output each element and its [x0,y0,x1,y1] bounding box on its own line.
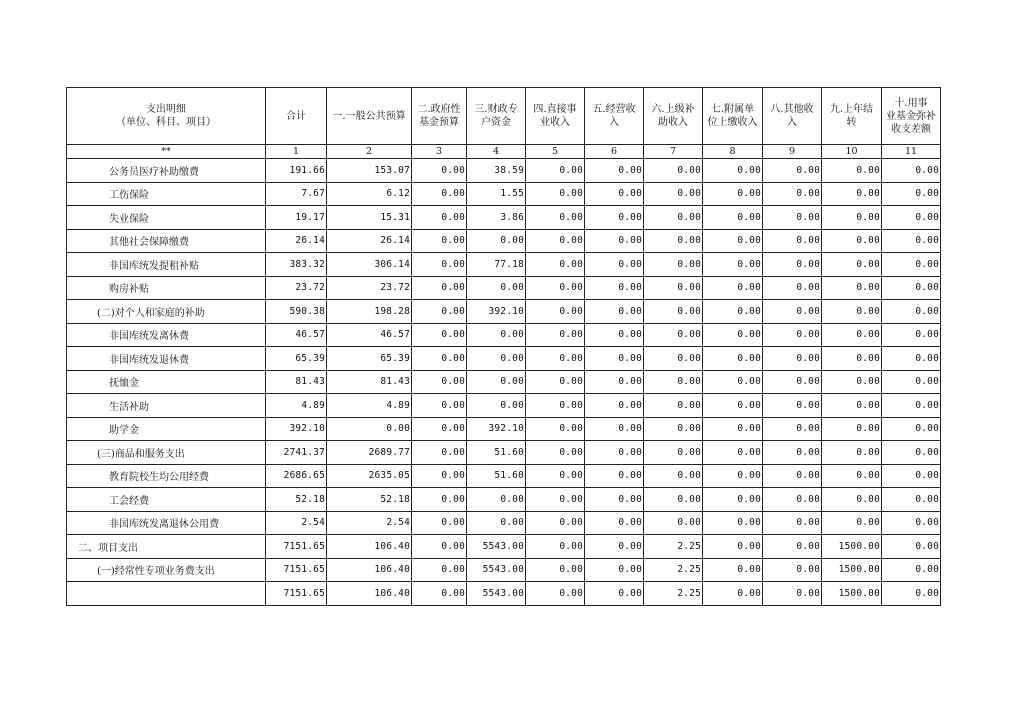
value-cell: 0.00 [585,276,644,300]
value-cell: 0.00 [585,347,644,371]
value-cell: 0.00 [585,323,644,347]
value-cell: 0.00 [585,441,644,465]
value-cell: 52.18 [327,488,412,512]
value-cell: 0.00 [763,558,822,582]
value-cell: 5543.00 [467,558,526,582]
value-cell: 0.00 [526,206,585,230]
row-label: (三)商品和服务支出 [67,441,266,465]
column-index-cell: 8 [703,145,763,159]
column-header-line: 二.政府性 [417,104,461,115]
value-cell: 0.00 [882,394,941,418]
value-cell: 0.00 [882,535,941,559]
value-cell: 0.00 [585,300,644,324]
value-cell: 0.00 [703,582,763,606]
column-header [822,88,882,145]
row-label: 二、项目支出 [67,535,266,559]
table-row [67,488,941,512]
value-cell: 0.00 [822,229,882,253]
table-row [67,582,941,606]
column-header [266,88,327,145]
value-cell: 0.00 [412,159,467,183]
value-cell: 0.00 [526,511,585,535]
value-cell: 0.00 [644,488,703,512]
column-header-line: 十.用事 [894,97,928,109]
value-cell: 0.00 [644,206,703,230]
row-label: 失业保险 [67,206,266,230]
value-cell: 0.00 [703,159,763,183]
table-header [67,88,941,145]
column-header-line: 七.附属单 [710,104,755,115]
value-cell: 0.00 [644,323,703,347]
value-cell: 0.00 [526,417,585,441]
column-header [327,88,412,145]
value-cell: 0.00 [644,441,703,465]
table-row [67,535,941,559]
value-cell: 0.00 [882,511,941,535]
value-cell: 0.00 [763,253,822,277]
value-cell: 23.72 [266,276,327,300]
budget-expenditure-table [66,87,941,606]
value-cell: 65.39 [266,347,327,371]
value-cell: 0.00 [644,182,703,206]
value-cell: 0.00 [703,229,763,253]
value-cell: 15.31 [327,206,412,230]
value-cell: 0.00 [763,300,822,324]
row-label: (二)对个人和家庭的补助 [67,300,266,324]
value-cell: 0.00 [467,347,526,371]
value-cell: 0.00 [585,464,644,488]
column-header-line: 助收入 [658,117,688,128]
value-cell: 0.00 [412,511,467,535]
value-cell: 0.00 [412,582,467,606]
value-cell: 0.00 [822,464,882,488]
value-cell: 0.00 [882,370,941,394]
value-cell: 0.00 [526,370,585,394]
value-cell: 0.00 [703,182,763,206]
value-cell: 0.00 [822,394,882,418]
value-cell: 0.00 [412,323,467,347]
value-cell: 46.57 [327,323,412,347]
value-cell: 0.00 [822,253,882,277]
value-cell: 0.00 [585,370,644,394]
value-cell: 0.00 [585,182,644,206]
column-header [703,88,763,145]
value-cell: 106.40 [327,582,412,606]
value-cell: 0.00 [763,347,822,371]
column-header [67,88,266,145]
row-label: 非国库统发提租补贴 [67,253,266,277]
value-cell: 4.89 [266,394,327,418]
column-header-line: 入 [609,117,619,128]
value-cell: 0.00 [412,417,467,441]
value-cell: 4.89 [327,394,412,418]
value-cell: 0.00 [703,206,763,230]
table-body [67,145,941,606]
column-header-line: 三.财政专 [474,104,518,115]
value-cell: 0.00 [412,464,467,488]
table-row [67,558,941,582]
value-cell: 0.00 [703,441,763,465]
column-index-cell: 6 [585,145,644,159]
value-cell: 2.54 [327,511,412,535]
value-cell: 46.57 [266,323,327,347]
value-cell: 0.00 [763,323,822,347]
row-label: 工伤保险 [67,182,266,206]
value-cell: 0.00 [763,229,822,253]
value-cell: 0.00 [412,206,467,230]
value-cell: 0.00 [412,394,467,418]
value-cell: 0.00 [703,511,763,535]
value-cell: 2.54 [266,511,327,535]
value-cell: 0.00 [882,417,941,441]
value-cell: 19.17 [266,206,327,230]
value-cell: 81.43 [266,370,327,394]
column-header-line: 基金预算 [419,117,459,128]
value-cell: 0.00 [882,300,941,324]
value-cell: 1.55 [467,182,526,206]
row-label: 助学金 [67,417,266,441]
row-label: 非国库统发离退休公用费 [67,511,266,535]
table-row [67,370,941,394]
column-header-line: 一.一般公共预算 [332,110,406,122]
value-cell: 65.39 [327,347,412,371]
value-cell: 0.00 [585,535,644,559]
value-cell: 0.00 [526,488,585,512]
value-cell: 0.00 [763,582,822,606]
row-label: 其他社会保障缴费 [67,229,266,253]
column-header-line: 位上缴收入 [707,117,758,128]
column-index-cell: 7 [644,145,703,159]
column-header-line: 户资金 [481,117,511,128]
value-cell: 0.00 [703,464,763,488]
value-cell: 0.00 [644,347,703,371]
value-cell: 0.00 [644,370,703,394]
table-row [67,417,941,441]
column-header-line: 转 [846,117,857,128]
value-cell: 0.00 [412,229,467,253]
value-cell: 0.00 [882,441,941,465]
table-row [67,300,941,324]
value-cell: 0.00 [763,276,822,300]
value-cell: 0.00 [703,323,763,347]
row-label: 非国库统发退休费 [67,347,266,371]
value-cell: 26.14 [266,229,327,253]
value-cell: 0.00 [703,370,763,394]
value-cell: 383.32 [266,253,327,277]
value-cell: 0.00 [882,276,941,300]
value-cell: 0.00 [467,370,526,394]
value-cell: 0.00 [703,535,763,559]
value-cell: 0.00 [526,276,585,300]
value-cell: 0.00 [526,253,585,277]
table-row [67,511,941,535]
value-cell: 0.00 [763,535,822,559]
value-cell: 26.14 [327,229,412,253]
value-cell: 0.00 [526,535,585,559]
value-cell: 0.00 [585,159,644,183]
value-cell: 0.00 [467,323,526,347]
value-cell: 0.00 [822,323,882,347]
value-cell: 0.00 [412,488,467,512]
value-cell: 5543.00 [467,582,526,606]
value-cell: 0.00 [412,441,467,465]
column-header-line: 业收入 [540,117,570,128]
value-cell: 0.00 [585,417,644,441]
value-cell: 0.00 [763,441,822,465]
value-cell: 0.00 [763,370,822,394]
value-cell: 0.00 [585,206,644,230]
value-cell: 0.00 [412,300,467,324]
value-cell: 0.00 [526,394,585,418]
column-header [467,88,526,145]
value-cell: 0.00 [882,253,941,277]
column-header [882,88,941,145]
table-row [67,229,941,253]
value-cell: 106.40 [327,558,412,582]
value-cell: 191.66 [266,159,327,183]
value-cell: 2741.37 [266,441,327,465]
value-cell: 51.60 [467,464,526,488]
column-header-line: 八.其他收 [770,104,814,115]
value-cell: 0.00 [526,229,585,253]
value-cell: 0.00 [763,182,822,206]
value-cell: 0.00 [882,582,941,606]
value-cell: 23.72 [327,276,412,300]
value-cell: 0.00 [822,347,882,371]
value-cell: 0.00 [882,323,941,347]
value-cell: 0.00 [526,558,585,582]
value-cell: 0.00 [412,558,467,582]
value-cell: 0.00 [822,159,882,183]
value-cell: 0.00 [763,417,822,441]
value-cell: 0.00 [763,159,822,183]
value-cell: 0.00 [763,206,822,230]
value-cell: 0.00 [882,182,941,206]
value-cell: 0.00 [526,182,585,206]
value-cell: 7151.65 [266,582,327,606]
table-row [67,347,941,371]
table-row [67,394,941,418]
value-cell: 0.00 [882,229,941,253]
value-cell: 0.00 [644,511,703,535]
value-cell: 0.00 [882,558,941,582]
value-cell: 2635.05 [327,464,412,488]
value-cell: 0.00 [763,394,822,418]
row-label: 生活补助 [67,394,266,418]
column-header-line: 四.直接事 [533,104,577,115]
value-cell: 7.67 [266,182,327,206]
table-row [67,182,941,206]
value-cell: 0.00 [585,582,644,606]
value-cell: 0.00 [763,464,822,488]
table-row [67,206,941,230]
value-cell: 392.10 [467,417,526,441]
value-cell: 0.00 [467,276,526,300]
value-cell: 0.00 [327,417,412,441]
value-cell: 2.25 [644,582,703,606]
row-label: 非国库统发离休费 [67,323,266,347]
row-label: 抚恤金 [67,370,266,394]
value-cell: 590.38 [266,300,327,324]
column-index-row [67,145,941,159]
value-cell: 0.00 [412,370,467,394]
value-cell: 0.00 [822,417,882,441]
value-cell: 0.00 [822,488,882,512]
value-cell: 0.00 [585,511,644,535]
value-cell: 0.00 [644,300,703,324]
value-cell: 0.00 [822,370,882,394]
column-header-line: 支出明细 [146,104,186,115]
column-header [412,88,467,145]
value-cell: 51.60 [467,441,526,465]
column-index-cell: 1 [266,145,327,159]
value-cell: 0.00 [644,394,703,418]
value-cell: 306.14 [327,253,412,277]
row-label: (一)经常性专项业务费支出 [67,558,266,582]
value-cell: 0.00 [412,253,467,277]
value-cell: 0.00 [822,182,882,206]
value-cell: 2686.65 [266,464,327,488]
value-cell: 198.28 [327,300,412,324]
value-cell: 0.00 [882,488,941,512]
value-cell: 153.07 [327,159,412,183]
table-row [67,464,941,488]
value-cell: 0.00 [467,229,526,253]
column-index-cell: 9 [763,145,822,159]
value-cell: 3.86 [467,206,526,230]
column-index-cell: 11 [882,145,941,159]
value-cell: 0.00 [526,323,585,347]
value-cell: 0.00 [526,441,585,465]
value-cell: 0.00 [703,488,763,512]
column-header [585,88,644,145]
row-label: 购房补贴 [67,276,266,300]
value-cell: 0.00 [467,511,526,535]
column-header-line: 入 [787,117,797,128]
value-cell: 0.00 [703,417,763,441]
row-label [67,582,266,606]
table-row [67,159,941,183]
value-cell: 0.00 [882,464,941,488]
table-row [67,276,941,300]
column-index-cell: 10 [822,145,882,159]
value-cell: 0.00 [644,276,703,300]
value-cell: 0.00 [822,511,882,535]
value-cell: 0.00 [644,417,703,441]
value-cell: 0.00 [526,347,585,371]
column-header [763,88,822,145]
value-cell: 0.00 [763,488,822,512]
value-cell: 0.00 [703,300,763,324]
value-cell: 6.12 [327,182,412,206]
value-cell: 0.00 [526,159,585,183]
column-header-line: 五.经营收 [592,104,636,115]
value-cell: 0.00 [703,347,763,371]
value-cell: 2689.77 [327,441,412,465]
value-cell: 0.00 [526,582,585,606]
value-cell: 81.43 [327,370,412,394]
row-label: 教育院校生均公用经费 [67,464,266,488]
column-header-line: 合计 [286,110,306,122]
value-cell: 7151.65 [266,558,327,582]
value-cell: 0.00 [703,276,763,300]
value-cell: 52.18 [266,488,327,512]
table-row [67,323,941,347]
value-cell: 0.00 [703,253,763,277]
column-index-cell: 4 [467,145,526,159]
value-cell: 0.00 [585,394,644,418]
value-cell: 2.25 [644,558,703,582]
value-cell: 2.25 [644,535,703,559]
value-cell: 0.00 [526,464,585,488]
value-cell: 0.00 [412,276,467,300]
value-cell: 0.00 [763,511,822,535]
value-cell: 0.00 [467,394,526,418]
value-cell: 0.00 [412,347,467,371]
value-cell: 0.00 [882,159,941,183]
value-cell: 0.00 [644,159,703,183]
value-cell: 0.00 [644,229,703,253]
value-cell: 1500.00 [822,535,882,559]
column-header-line: 业基金弥补 [886,110,936,122]
value-cell: 0.00 [822,441,882,465]
value-cell: 7151.65 [266,535,327,559]
value-cell: 0.00 [822,206,882,230]
column-index-cell: 5 [526,145,585,159]
column-header-line: （单位、科目、项目） [116,117,216,128]
row-label: 工会经费 [67,488,266,512]
value-cell: 392.10 [266,417,327,441]
value-cell: 77.18 [467,253,526,277]
value-cell: 0.00 [412,535,467,559]
value-cell: 0.00 [412,182,467,206]
column-index-cell: 3 [412,145,467,159]
column-header [526,88,585,145]
value-cell: 0.00 [703,394,763,418]
value-cell: 0.00 [467,488,526,512]
value-cell: 0.00 [585,488,644,512]
value-cell: 1500.00 [822,582,882,606]
row-label: 公务员医疗补助缴费 [67,159,266,183]
value-cell: 0.00 [644,464,703,488]
value-cell: 0.00 [822,276,882,300]
value-cell: 0.00 [526,300,585,324]
table-row [67,441,941,465]
value-cell: 0.00 [882,347,941,371]
value-cell: 5543.00 [467,535,526,559]
value-cell: 0.00 [703,558,763,582]
value-cell: 38.59 [467,159,526,183]
column-header [644,88,703,145]
column-header-line: 六.上级补 [651,104,695,115]
value-cell: 392.10 [467,300,526,324]
value-cell: 0.00 [822,300,882,324]
table-row [67,253,941,277]
value-cell: 106.40 [327,535,412,559]
value-cell: 0.00 [585,253,644,277]
value-cell: 0.00 [585,558,644,582]
value-cell: 1500.00 [822,558,882,582]
column-header-line: 收支差额 [891,123,931,135]
column-index-cell: ** [67,145,266,159]
value-cell: 0.00 [644,253,703,277]
column-header-line: 九.上年结 [829,104,874,115]
value-cell: 0.00 [882,206,941,230]
value-cell: 0.00 [585,229,644,253]
column-index-cell: 2 [327,145,412,159]
